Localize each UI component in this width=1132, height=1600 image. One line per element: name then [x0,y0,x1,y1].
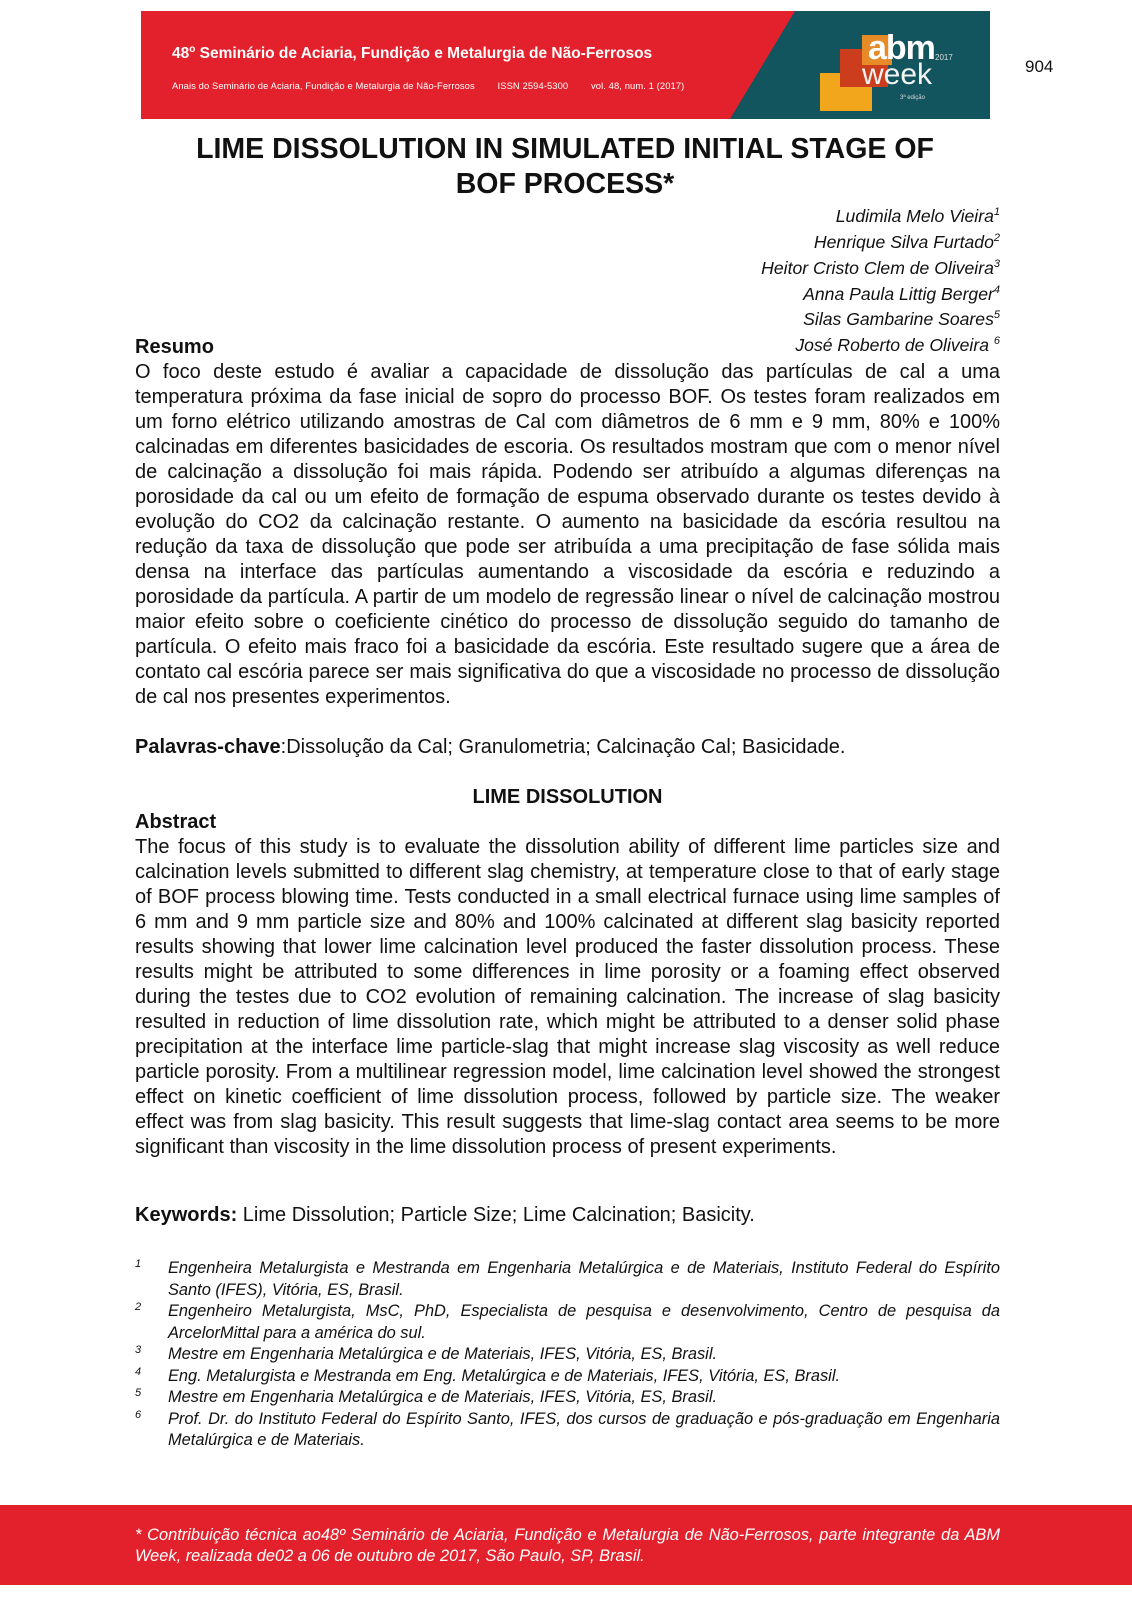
page-number: 904 [1025,57,1054,76]
logo-week-text: week [862,58,933,91]
seminar-title: 48$^o$ Seminário de Aciaria, Fundição e Metalurgia de Não-Ferrosos [172,44,653,63]
footnote: 2 Engenheiro Metalurgista, MsC, PhD, Especialista de pesquisa e desenvolvimento, Centro de pesquisa da ArcelorMittal para a américa do sul. [135,1301,1000,1342]
keywords [135,1203,1000,1228]
abstract-text: The focus of this study is to evaluate the dissolution ability of different lime particles size and calcination levels submitted to different slag chemistry, at temperature close to that of early stage of BOF process blowing time. Tests conducted in a small electrical furnace using lime samples of 6 mm and 9 mm particle size and 80% and 100% calcinated at different slag basicity reported results showing that lower lime calcination level produced the faster dissolution process. These results might be attributed to some differences in lime porosity or a foaming effect observed during the testes due to CO2 evolution of remaining calcination. The increase of slag basicity resulted in reduction of lime dissolution rate, which might be attributed to a denser solid phase precipitation at the interface lime particle-slag that might increase slag viscosity as well reduce particle porosity. From a multilinear regression model, lime calcination level showed the strongest effect on kinetic coefficient of lime dissolution process, followed by particle size. The weaker effect was from slag basicity. This result suggests that lime-slag contact area seems to be more significant than viscosity in the lime dissolution process of present experiments. [135,836,1000,1158]
logo-year: 2017 [935,53,953,62]
keywords-values: Lime Dissolution; Particle Size; Lime Calcination; Basicity. [237,1204,755,1226]
footnote: 3 Mestre em Engenharia Metalúrgica e de Materiais, IFES, Vitória, ES, Brasil. [135,1344,718,1363]
footnote: 4 Eng. Metalurgista e Mestranda em Eng. Metalúrgica e de Materiais, IFES, Vitória, ES, Brasil. [135,1365,841,1385]
author: Heitor Cristo Clem de Oliveira$^3$ [761,257,1000,278]
annals-title: Anais do Seminário de Aciaria, Fundição e Metalurgia de Não-Ferrosos [172,80,475,91]
author-list [500,201,1000,356]
header-banner [141,11,990,119]
footer-note: * Contribuição técnica ao48º Seminário de Aciaria, Fundição e Metalurgia de Não-Ferrosos, parte integrante da ABM Week, realizada de02 a 06 de outubro de 2017, São Paulo, SP, Brasil. [135,1526,1000,1565]
english-title: LIME DISSOLUTION [472,786,663,808]
palavras-chave [135,735,1000,760]
abstract-heading: Abstract [135,811,217,833]
title-line-2: BOF PROCESS* [455,168,675,200]
abm-week-logo [820,31,955,113]
author: José Roberto de Oliveira $^6$ [795,335,1000,356]
author: Anna Paula Littig Berger$^4$ [803,283,1000,304]
volume: vol. 48, num. 1 (2017) [590,80,685,91]
palavras-chave-values: :Dissolução da Cal; Granulometria; Calcinação Cal; Basicidade. [280,736,846,758]
footnote: 1 Engenheira Metalurgista e Mestranda em Engenharia Metalúrgica e de Materiais, Instituto Federal do Espírito Santo (IFES), Vitória, ES, Brasil. [135,1258,1000,1299]
issn: ISSN 2594-5300 [497,80,569,91]
footer-banner [0,1505,1132,1585]
footnote: 6 Prof. Dr. do Instituto Federal do Espírito Santo, IFES, dos cursos de graduação e pós-graduação em Engenharia Metalúrgica e de Materiais. [135,1408,1000,1449]
footnote: 5 Mestre em Engenharia Metalúrgica e de Materiais, IFES, Vitória, ES, Brasil. [135,1387,718,1406]
resumo-text: O foco deste estudo é avaliar a capacidade de dissolução das partículas de cal a uma temperatura próxima da fase inicial de sopro do processo BOF. Os testes foram realizados em um forno elétrico utilizando amostras de Cal com diâmetros de 6 mm e 9 mm, 80% e 100% calcinadas em diferentes basicidades de escoria. Os resultados mostram que com o menor nível de calcinação a dissolução foi mais rápida. Podendo ser atribuído a algumas diferenças na porosidade da cal ou um efeito de formação de espuma observado durante os testes devido à evolução do CO2 da calcinação restante. O aumento na basicidade da escória resultou na redução da taxa de dissolução que pode ser atribuída a uma precipitação de fase sólida mais densa na interface das partículas aumentando a viscosidade da escória e reduzindo a porosidade da partícula. A partir de um modelo de regressão linear o nível de calcinação mostrou maior efeito sobre o coeficiente cinético do processo de dissolução seguido do tamanho de partícula. O efeito mais fraco foi a basicidade da escória. Este resultado sugere que a área de contato cal escória parece ser mais significativa do que a viscosidade no processo de dissolução de cal nos presentes experimentos. [135,361,1000,708]
author: Ludimila Melo Vieira$^1$ [835,205,1000,226]
footnote-list [135,1258,1000,1452]
keywords-label: Keywords: [135,1204,238,1226]
logo-abm-text: abm [868,29,935,67]
paper-title [140,132,990,202]
logo-edition: 3ª edição [900,95,925,101]
palavras-chave-label: Palavras-chave [135,736,281,758]
author: Silas Gambarine Soares$^5$ [803,309,1000,330]
resumo-heading: Resumo [135,336,214,358]
title-line-1: LIME DISSOLUTION IN SIMULATED INITIAL STAGE OF [196,133,934,165]
seminar-subtitle [172,80,704,91]
author: Henrique Silva Furtado$^2$ [813,231,1000,252]
